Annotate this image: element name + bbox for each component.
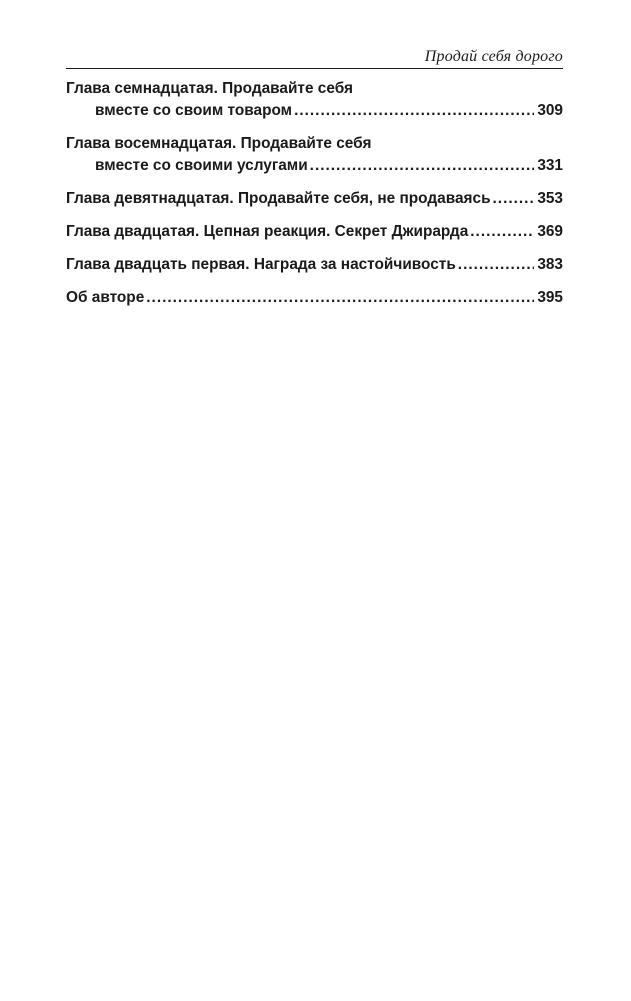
toc-entry-title: Глава восемнадцатая. Продавайте себя: [66, 135, 372, 152]
running-head: Продай себя дорого: [424, 48, 563, 65]
toc-page-number: 331: [537, 157, 563, 174]
toc-entry-chapter-18[interactable]: [66, 133, 563, 177]
toc-entry-continuation-line: [66, 155, 563, 177]
toc-entry-title: Глава девятнадцатая. Продавайте себя, не продаваясь: [66, 190, 491, 207]
toc-entry-chapter-21[interactable]: [66, 254, 563, 276]
dot-leader: [458, 254, 535, 276]
toc-page-number: 369: [537, 223, 563, 240]
toc-entry-title: Об авторе: [66, 289, 145, 306]
toc-entry-title-continuation: вместе со своими услугами: [95, 157, 308, 174]
dot-leader: [294, 100, 534, 122]
toc-entry-chapter-20[interactable]: [66, 221, 563, 243]
toc-entry-line: [66, 221, 563, 243]
toc-entry-about-author[interactable]: [66, 287, 563, 309]
toc-entry-line: [66, 287, 563, 309]
toc-entry-title: Глава двадцатая. Цепная реакция. Секрет Джирарда: [66, 223, 469, 240]
toc-page-number: 395: [537, 289, 563, 306]
toc-page-number: 309: [537, 102, 563, 119]
toc-entry-title-line: [66, 133, 563, 155]
toc-entry-line: [66, 188, 563, 210]
toc-page-number: 353: [537, 190, 563, 207]
toc-entry-title: Глава двадцать первая. Награда за настойчивость: [66, 256, 456, 273]
table-of-contents: [66, 78, 563, 309]
toc-entry-continuation-line: [66, 100, 563, 122]
toc-page-number: 383: [537, 256, 563, 273]
header-rule: [66, 68, 563, 69]
toc-entry-title-line: [66, 78, 563, 100]
dot-leader: [310, 155, 535, 177]
toc-entry-title: Глава семнадцатая. Продавайте себя: [66, 80, 353, 97]
toc-entry-title-continuation: вместе со своим товаром: [95, 102, 293, 119]
toc-entry-chapter-19[interactable]: [66, 188, 563, 210]
toc-entry-chapter-17[interactable]: [66, 78, 563, 122]
dot-leader: [493, 188, 535, 210]
toc-entry-line: [66, 254, 563, 276]
dot-leader: [146, 287, 534, 309]
dot-leader: [470, 221, 534, 243]
